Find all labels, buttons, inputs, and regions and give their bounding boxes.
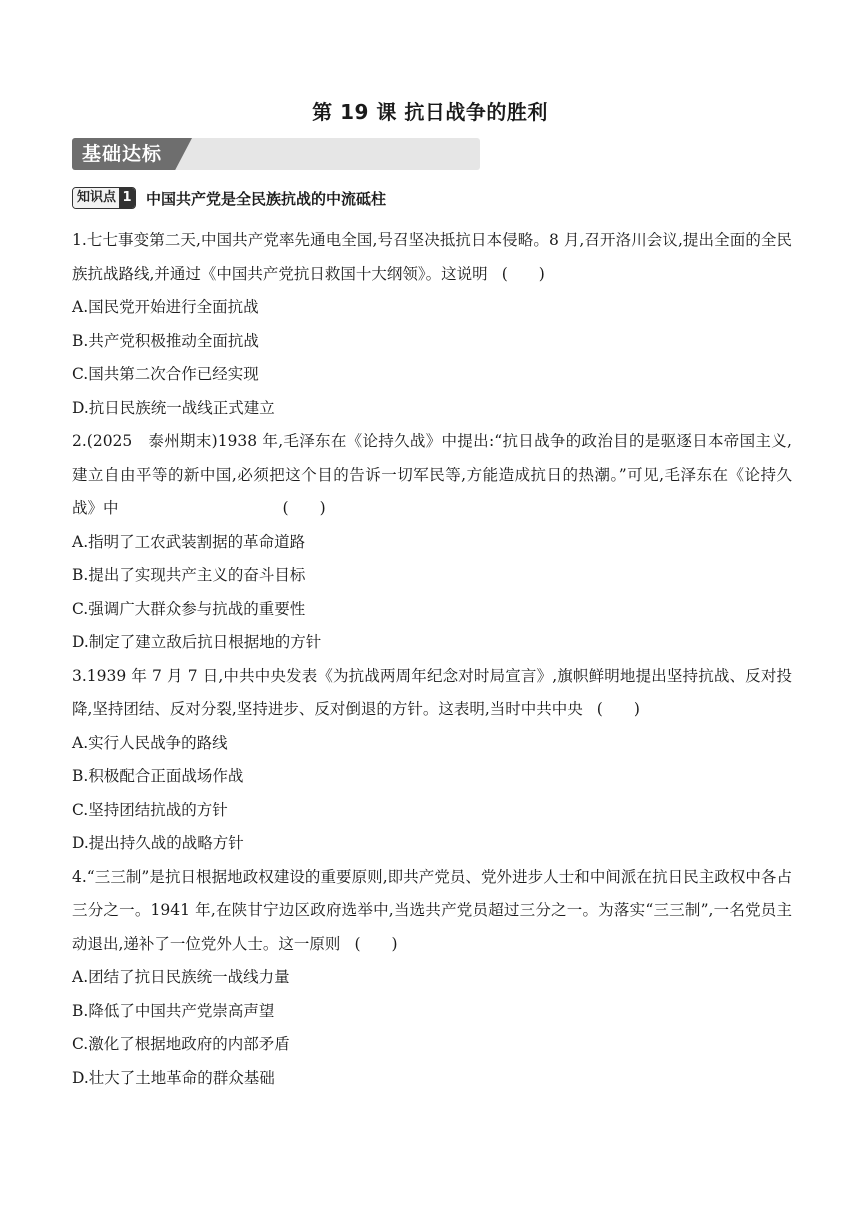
section-label: 基础达标 xyxy=(82,143,163,165)
option-c: C.国共第二次合作已经实现 xyxy=(72,365,259,383)
question-2 xyxy=(72,425,792,660)
answer-paren: ( ) xyxy=(501,264,545,283)
option-a: A.实行人民战争的路线 xyxy=(72,733,228,752)
option-d: D.提出持久战的战略方针 xyxy=(72,834,244,852)
option-a: A.指明了工农武装割据的革命道路 xyxy=(72,532,306,551)
question-stem xyxy=(72,660,792,727)
option-c: C.激化了根据地政府的内部矛盾 xyxy=(72,1035,290,1053)
answer-paren: ( ) xyxy=(282,499,326,517)
question-1 xyxy=(72,224,792,425)
option-c: C.强调广大群众参与抗战的重要性 xyxy=(72,599,306,618)
knowledge-point-title: 中国共产党是全民族抗战的中流砥柱 xyxy=(146,189,387,208)
question-stem xyxy=(72,224,792,291)
question-3 xyxy=(72,660,792,861)
answer-paren: ( ) xyxy=(596,700,640,718)
knowledge-point-badge xyxy=(72,187,136,209)
option-d: D.制定了建立敌后抗日根据地的方针 xyxy=(72,633,322,651)
question-list xyxy=(72,224,792,1095)
question-stem-text: 1.七七事变第二天,中国共产党率先通电全国,号召坚决抵抗日本侵略。8 月,召开洛川会议,提出全面的全民族抗战路线,并通过《中国共产党抗日救国十大纲领》。这说明 xyxy=(72,231,792,283)
option-b: B.积极配合正面战场作战 xyxy=(72,767,244,785)
question-stem xyxy=(72,861,792,962)
question-stem-text: 2.(2025 泰州期末)1938 年,毛泽东在《论持久战》中提出:“抗日战争的政治目的是驱逐日本帝国主义,建立自由平等的新中国,必须把这个目的告诉一切军民等,方能造成抗日的热潮。”可见,毛泽东在《论持久战》中 xyxy=(72,432,792,517)
option-d: D.壮大了土地革命的群众基础 xyxy=(72,1068,275,1087)
question-stem-text: 4.“三三制”是抗日根据地政权建设的重要原则,即共产党员、党外进步人士和中间派在抗日民主政权中各占三分之一。1941 年,在陕甘宁边区政府选举中,当选共产党员超过三分之一。为落实“三三制”,一名党员主动退出,递补了一位党外人士。这一原则 xyxy=(72,867,792,953)
knowledge-point-badge-text: 知识点 xyxy=(73,188,119,208)
question-stem-text: 3.1939 年 7 月 7 日,中共中央发表《为抗战两周年纪念对时局宣言》,旗帜鲜明地提出坚持抗战、反对投降,坚持团结、反对分裂,坚持进步、反对倒退的方针。这表明,当时中共中央 xyxy=(72,666,792,718)
option-c: C.坚持团结抗战的方针 xyxy=(72,800,228,819)
question-stem xyxy=(72,425,792,526)
answer-paren: ( ) xyxy=(354,934,398,953)
option-a: A.国民党开始进行全面抗战 xyxy=(72,298,259,316)
page-title: 第 19 课 抗日战争的胜利 xyxy=(312,100,548,124)
option-b: B.提出了实现共产主义的奋斗目标 xyxy=(72,566,306,584)
knowledge-point-header xyxy=(72,186,386,210)
section-banner xyxy=(72,138,480,170)
knowledge-point-badge-number: 1 xyxy=(119,188,135,208)
option-d: D.抗日民族统一战线正式建立 xyxy=(72,398,275,417)
option-b: B.共产党积极推动全面抗战 xyxy=(72,331,259,350)
option-a: A.团结了抗日民族统一战线力量 xyxy=(72,968,290,986)
option-b: B.降低了中国共产党崇高声望 xyxy=(72,1001,275,1020)
question-4 xyxy=(72,861,792,1096)
